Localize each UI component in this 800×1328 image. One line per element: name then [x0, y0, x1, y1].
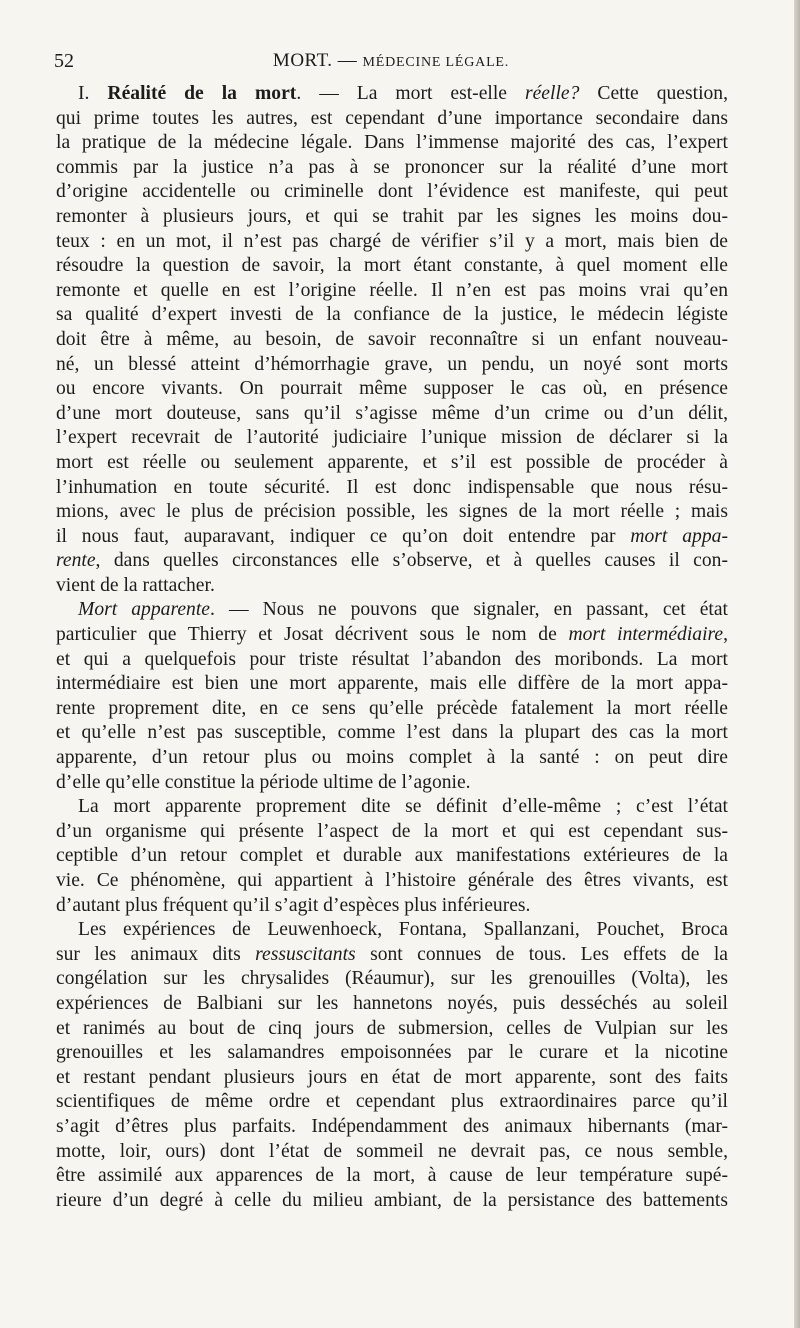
- text-segment: sur les animaux dits: [56, 943, 256, 965]
- text-line: rente proprement dite, en ce sens qu’elle précède fatalement la mort réelle: [56, 697, 728, 719]
- text-line: mort est réelle ou seulement apparente, et s’il est possible de procéder à: [56, 451, 728, 473]
- text-line: doit être à même, au besoin, de savoir reconnaître si un enfant nouveau-: [56, 328, 728, 350]
- page-number: 52: [54, 50, 74, 72]
- text-line: d’origine accidentelle ou criminelle dont l’évidence est manifeste, qui peut: [56, 181, 728, 203]
- text-line: grenouilles et les salamandres empoisonnées par le curare et la nicotine: [56, 1042, 728, 1064]
- text-line: rieure d’un degré à celle du milieu ambiant, de la persistance des battements: [56, 1189, 728, 1211]
- text-segment: . — Nous ne pouvons que signaler, en passant, cet état: [209, 599, 728, 621]
- text-line: Les expériences de Leuwenhoeck, Fontana, Spallanzani, Pouchet, Broca: [78, 919, 728, 941]
- text-line: d’autant plus fréquent qu’il s’agit d’espèces plus inférieures.: [56, 894, 531, 916]
- text-line: motte, loir, ours) dont l’état de sommeil ne devrait pas, ce nous semble,: [56, 1140, 728, 1162]
- text-line: intermédiaire est bien une mort apparente, mais elle diffère de la mort appa-: [56, 673, 728, 695]
- text-line: la pratique de la médecine légale. Dans l’immense majorité des cas, l’expert: [56, 132, 728, 154]
- text-line: commis par la justice n’a pas à se prononcer sur la réalité d’une mort: [56, 156, 728, 178]
- text-segment: , dans quelles circonstances elle s’observe, et à quelles causes il con-: [95, 550, 728, 572]
- text-line: [56, 525, 728, 550]
- subsection-heading-line: [56, 598, 728, 623]
- text-segment: particulier que Thierry et Josat décrivent sous le nom de: [56, 624, 569, 646]
- text-line: expériences de Balbiani sur les hannetons noyés, puis desséchés au soleil: [56, 992, 728, 1014]
- text-line: s’agit d’êtres plus parfaits. Indépendamment des animaux hibernants (mar-: [56, 1115, 728, 1137]
- text-line: d’elle qu’elle constitue la période ultime de l’agonie.: [56, 771, 471, 793]
- section-number: I.: [78, 83, 108, 104]
- text-line: congélation sur les chrysalides (Réaumur), sur les grenouilles (Volta), les: [56, 968, 728, 990]
- text-line: et qu’elle n’est pas susceptible, comme l’est dans la plupart des cas la mort: [56, 722, 728, 744]
- text-line: d’un organisme qui présente l’aspect de la mort et qui est cependant sus-: [56, 820, 728, 842]
- text-line: mions, avec le plus de précision possible, les signes de la mort réelle ; mais: [56, 501, 728, 523]
- body-text: [56, 82, 728, 1213]
- page-edge: [794, 0, 800, 1328]
- text-line: sa qualité d’expert investi de la confiance de la justice, le médecin légiste: [56, 304, 728, 326]
- text-line: [56, 623, 728, 648]
- text-line: et qui a quelquefois pour triste résultat l’abandon des moribonds. La mort: [56, 648, 728, 670]
- text-line: ou encore vivants. On pourrait même supposer le cas où, en présence: [56, 378, 728, 400]
- text-line: vient de la rattacher.: [56, 574, 215, 596]
- text-line: d’une mort douteuse, sans qu’il s’agisse même d’un crime ou d’un délit,: [56, 402, 728, 424]
- text-line: remonte et quelle en est l’origine réelle. Il n’en est pas moins vrai qu’en: [56, 279, 728, 301]
- text-line: né, un blessé atteint d’hémorrhagie grave, un pendu, un noyé sont morts: [56, 353, 728, 375]
- italic-term: mort appa-: [630, 525, 728, 547]
- text-line: remonter à plusieurs jours, et qui se trahit par les signes les moins dou-: [56, 205, 728, 227]
- text-line: [56, 549, 728, 574]
- italic-term: ressuscitants: [255, 943, 356, 965]
- running-title-sub: MÉDECINE LÉGALE.: [362, 55, 510, 70]
- text-line: vie. Ce phénomène, qui appartient à l’histoire générale des êtres vivants, est: [56, 870, 728, 891]
- text-line: teux : en un mot, il n’est pas chargé de vérifier s’il y a mort, mais bien de: [56, 230, 728, 252]
- text-line: La mort apparente proprement dite se définit d’elle-même ; c’est l’état: [78, 796, 728, 818]
- text-segment: ,: [723, 624, 729, 646]
- text-line: être assimilé aux apparences de la mort, à cause de leur température supé-: [56, 1165, 728, 1187]
- running-header: [54, 42, 728, 78]
- subsection-heading: Mort apparente: [78, 599, 210, 621]
- text-line: [56, 943, 728, 968]
- running-title-main: MORT. —: [272, 50, 363, 71]
- italic-term: mort intermédiaire: [568, 624, 724, 646]
- section-heading: Réalité de la mort: [107, 83, 297, 104]
- section-heading-line: [56, 82, 728, 107]
- text-line: et restant pendant plusieurs jours en état de mort apparente, sont des faits: [56, 1066, 728, 1088]
- text-line: résoudre la question de savoir, la mort étant constante, à quel moment elle: [56, 255, 728, 277]
- text-line: l’inhumation en toute sécurité. Il est donc indispensable que nous résu-: [56, 476, 728, 498]
- italic-term: rente: [56, 550, 96, 572]
- text-line: l’expert recevrait de l’autorité judiciaire l’unique mission de déclarer si la: [56, 427, 728, 449]
- text-line: qui prime toutes les autres, est cependant d’une importance secondaire dans: [56, 107, 728, 129]
- text-line: et ranimés au bout de cinq jours de submersion, celles de Vulpian sur les: [56, 1017, 728, 1039]
- text-line: scientifiques de même ordre et cependant plus extraordinaires parce qu’il: [56, 1091, 728, 1113]
- running-title: [54, 50, 728, 72]
- text-line: ceptible d’un retour complet et durable aux manifestations extérieures de la: [56, 845, 728, 867]
- text-line: apparente, d’un retour plus ou moins complet à la santé : on peut dire: [56, 747, 728, 769]
- line-tail: Cette question,: [579, 83, 729, 104]
- text-segment: il nous faut, auparavant, indiquer ce qu’on doit entendre par: [56, 525, 631, 547]
- heading-punct: . — La mort est-elle: [296, 83, 525, 104]
- emphasis-word: réelle?: [524, 83, 580, 104]
- text-segment: sont connues de tous. Les effets de la: [355, 943, 728, 965]
